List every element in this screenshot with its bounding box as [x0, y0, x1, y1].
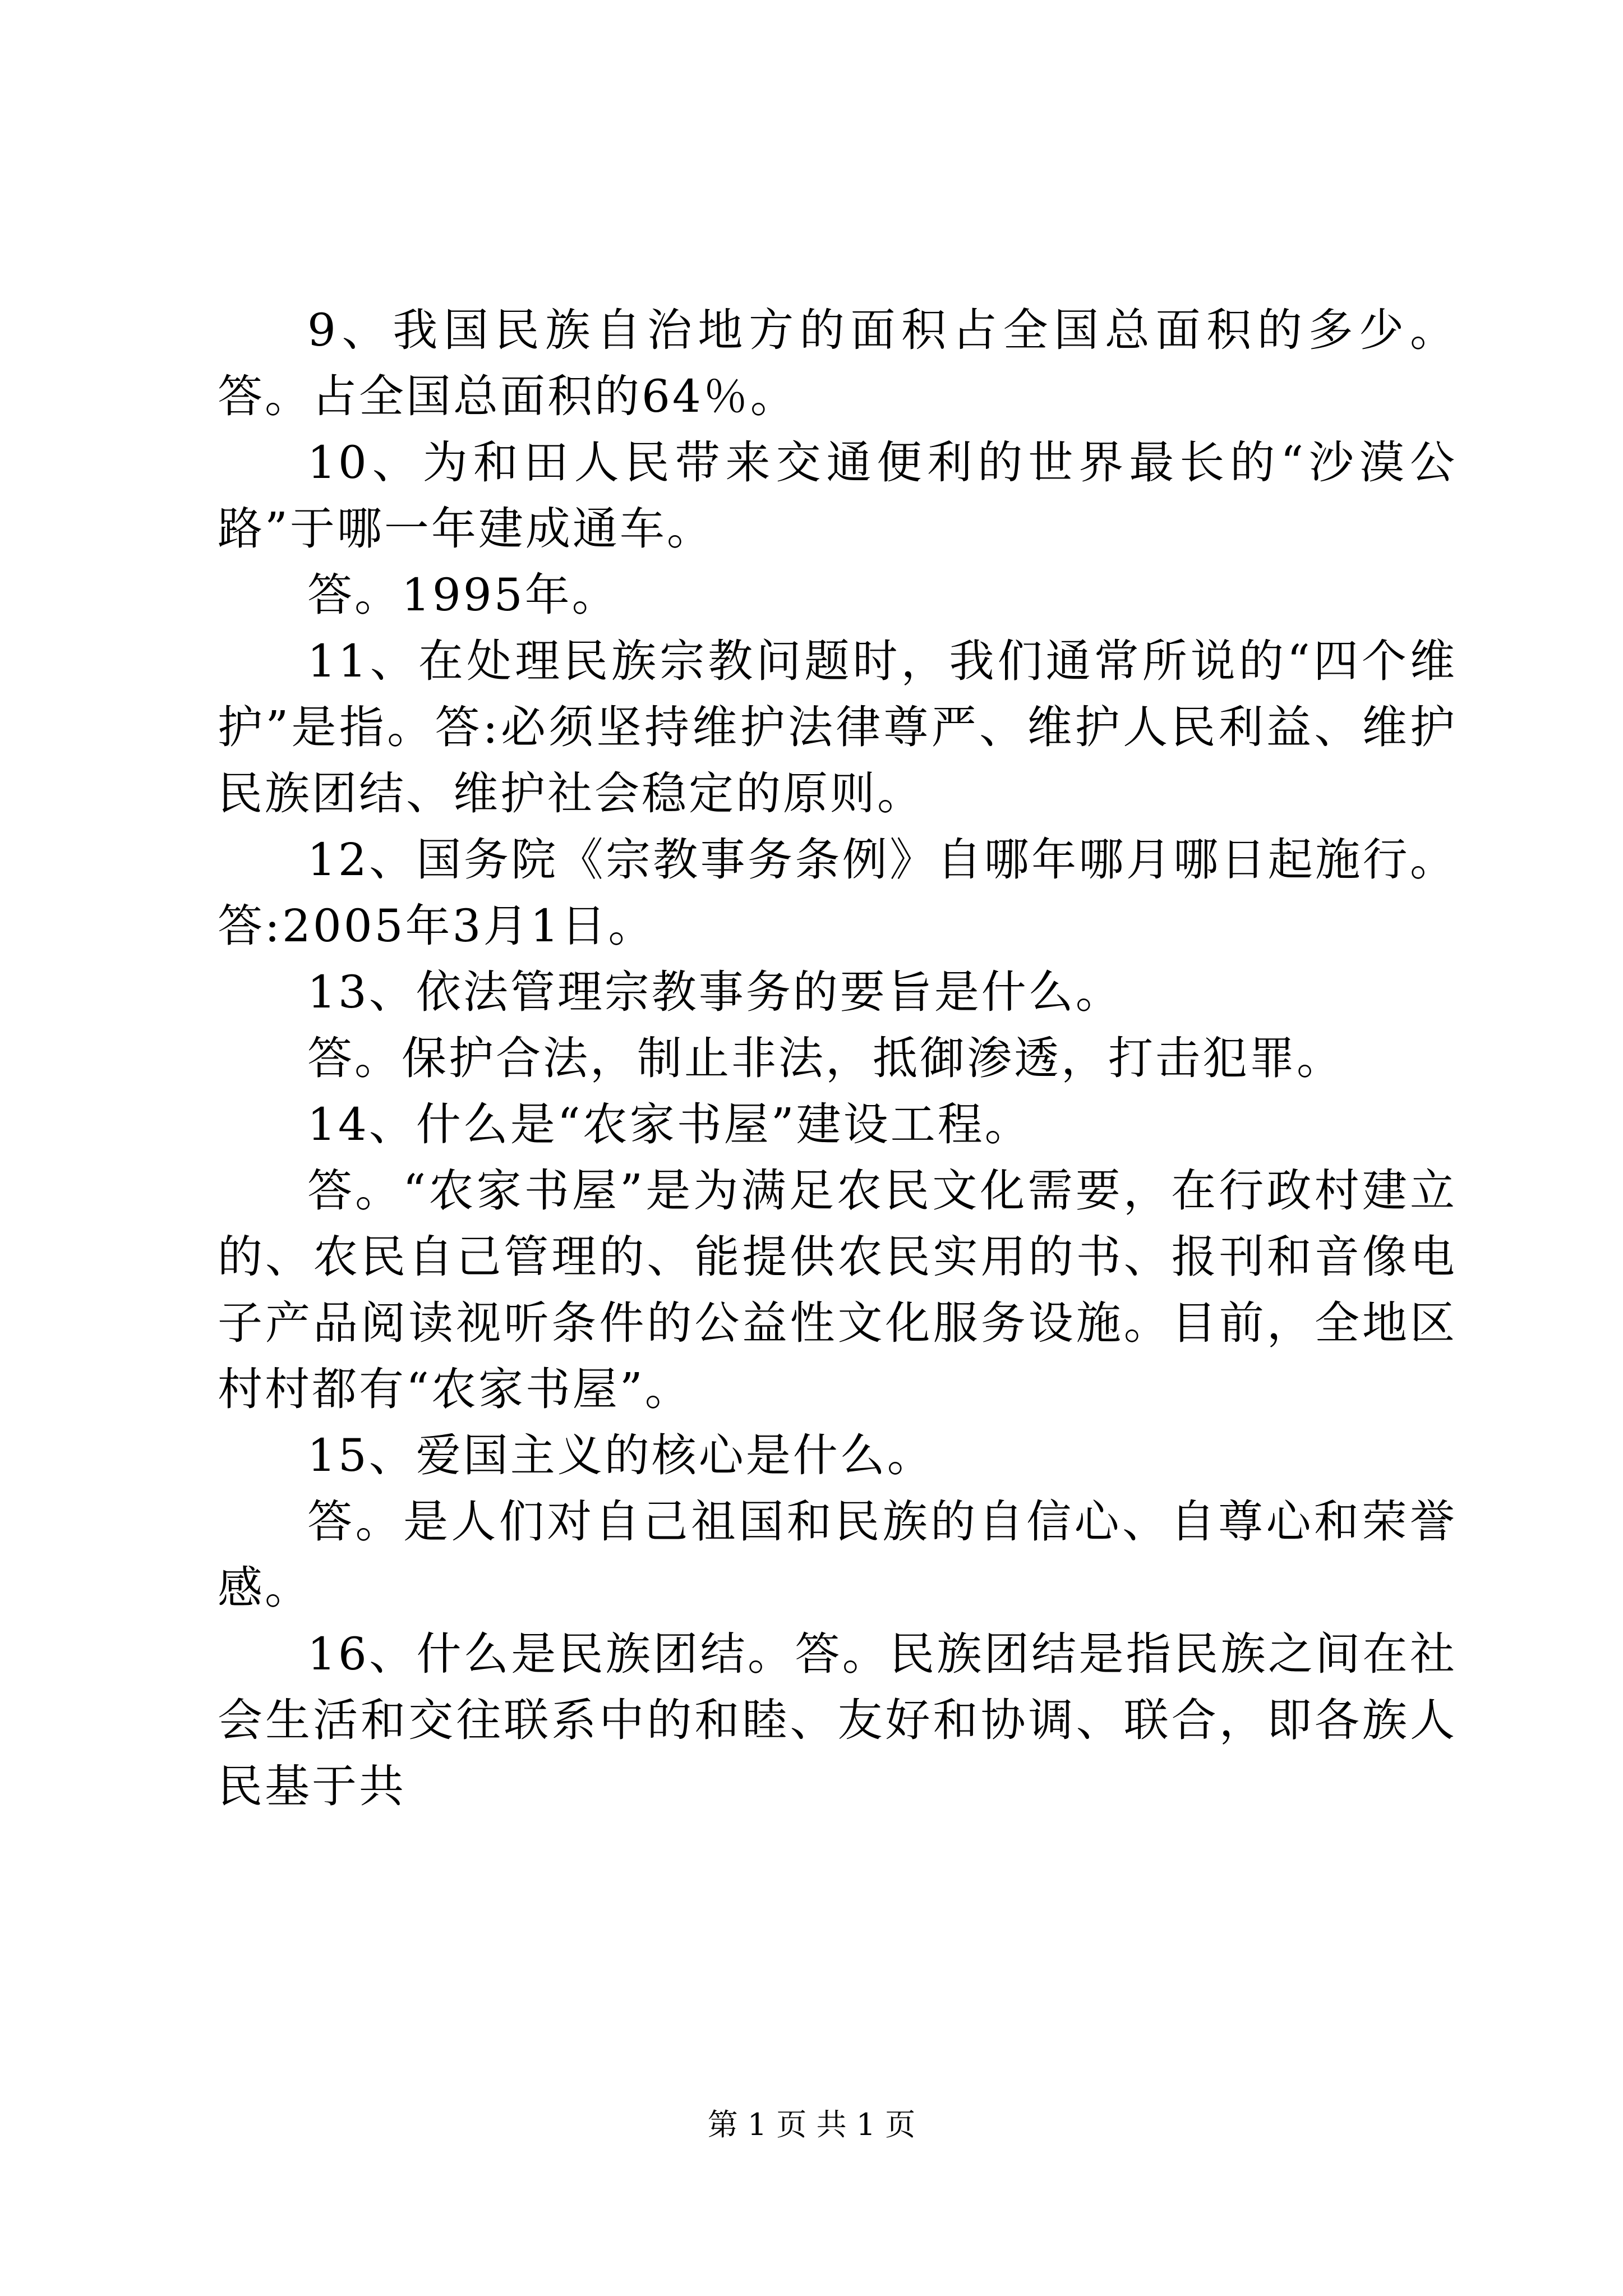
page-footer: 第 1 页 共 1 页 [707, 2107, 916, 2142]
paragraph-a10: 答。1995年。 [307, 569, 619, 621]
paragraph-q15: 15、爱国主义的核心是什么。 [307, 1429, 934, 1481]
paragraph-a13: 答。保护合法，制止非法，抵御渗透，打击犯罪。 [307, 1032, 1344, 1084]
paragraph-q14: 14、什么是“农家书屋”建设工程。 [307, 1098, 1032, 1151]
paragraph-q10: 10、为和田人民带来交通便利的世界最长的“沙漠公路”于哪一年建成通车。 [218, 436, 1457, 555]
paragraph-q9: 9、我国民族自治地方的面积占全国总面积的多少。答。占全国总面积的64％。 [218, 304, 1457, 422]
document-body [218, 297, 1457, 1820]
paragraph-a15: 答。是人们对自己祖国和民族的自信心、自尊心和荣誉感。 [218, 1496, 1457, 1614]
paragraph-q11: 11、在处理民族宗教问题时，我们通常所说的“四个维护”是指。答:必须坚持维护法律尊严、维护人民利益、维护民族团结、维护社会稳定的原则。 [218, 635, 1457, 820]
paragraph-q16: 16、什么是民族团结。答。民族团结是指民族之间在社会生活和交往联系中的和睦、友好和协调、联合，即各族人民基于共 [218, 1628, 1457, 1812]
paragraph-q13: 13、依法管理宗教事务的要旨是什么。 [307, 966, 1123, 1018]
paragraph-a14: 答。“农家书屋”是为满足农民文化需要，在行政村建立的、农民自己管理的、能提供农民实用的书、报刊和音像电子产品阅读视听条件的公益性文化服务设施。目前，全地区村村都有“农家书屋”。 [218, 1165, 1457, 1415]
paragraph-q12: 12、国务院《宗教事务条例》自哪年哪月哪日起施行。答:2005年3月1日。 [218, 834, 1457, 952]
